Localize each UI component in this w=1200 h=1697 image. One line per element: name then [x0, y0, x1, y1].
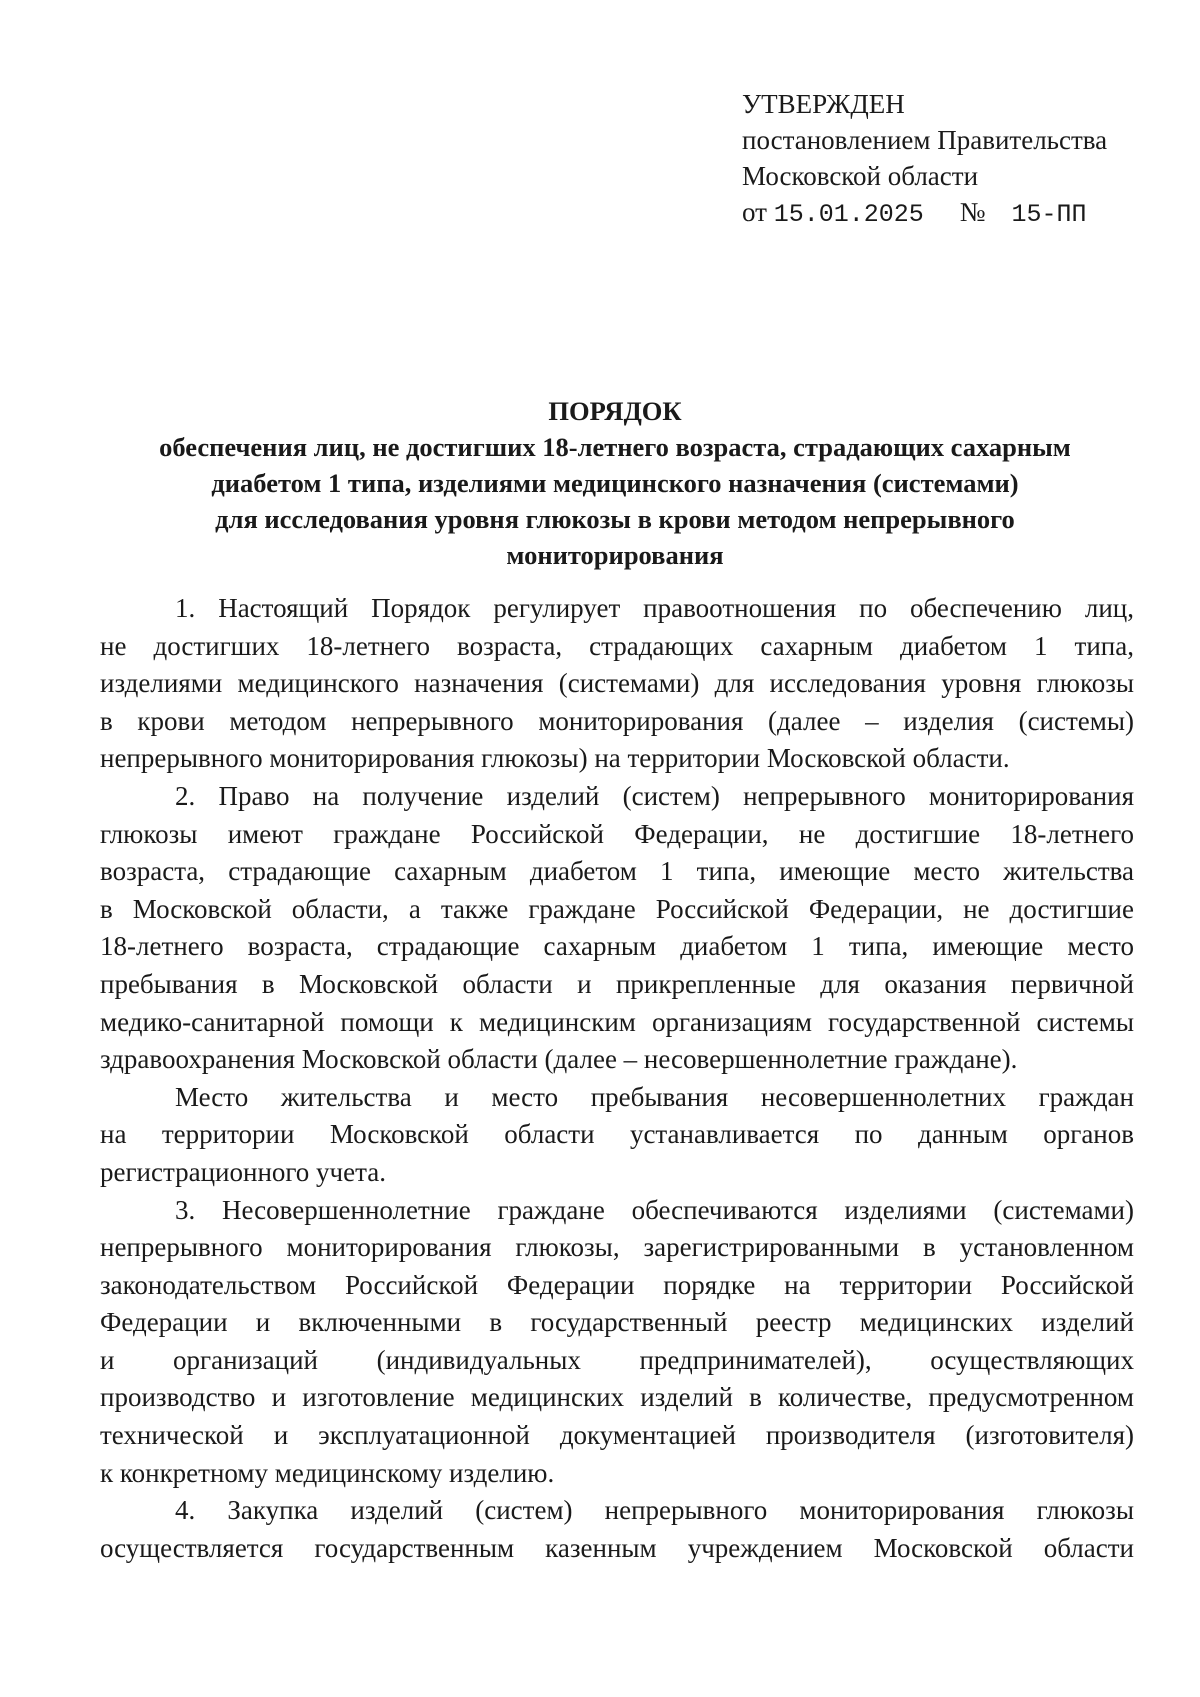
- text-line: 18-летнего возраста, страдающие сахарным диабетом 1 типа, имеющие место: [100, 931, 1134, 962]
- text-line: 3. Несовершеннолетние граждане обеспечиваются изделиями (системами): [175, 1194, 1134, 1225]
- paragraph-2-note: [100, 1079, 1134, 1192]
- text-line: и организаций (индивидуальных предпринимателей), осуществляющих: [100, 1344, 1134, 1375]
- date-prefix: от: [742, 197, 767, 227]
- text-line: не достигших 18-летнего возраста, страдающих сахарным диабетом 1 типа,: [100, 630, 1134, 661]
- approval-stamp: [742, 86, 1107, 233]
- text-line: непрерывного мониторирования глюкозы, зарегистрированными в установленном: [100, 1232, 1134, 1263]
- text-line: осуществляется государственным казенным учреждением Московской области: [100, 1532, 1134, 1563]
- approval-date-line: [742, 194, 1107, 233]
- text-line: производство и изготовление медицинских изделий в количестве, предусмотренном: [100, 1382, 1134, 1413]
- approval-date: 15.01.2025: [773, 200, 924, 229]
- text-line: в крови методом непрерывного мониторирования (далее – изделия (системы): [100, 705, 1134, 736]
- text-line: 2. Право на получение изделий (систем) непрерывного мониторирования: [175, 780, 1134, 811]
- title-main: ПОРЯДОК: [548, 396, 682, 426]
- text-line: 1. Настоящий Порядок регулирует правоотношения по обеспечению лиц,: [175, 593, 1134, 623]
- text-line: в Московской области, а также граждане Российской Федерации, не достигшие: [100, 893, 1134, 924]
- text-line: Федерации и включенными в государственный реестр медицинских изделий: [100, 1307, 1134, 1338]
- number-sign: №: [959, 197, 986, 227]
- text-line: 4. Закупка изделий (систем) непрерывного мониторирования глюкозы: [175, 1495, 1134, 1526]
- title-line: мониторирования: [506, 540, 724, 570]
- document-body: [100, 590, 1134, 1567]
- text-line: Место жительства и место пребывания несовершеннолетних граждан: [175, 1081, 1134, 1112]
- approval-line-2: Московской области: [742, 161, 979, 191]
- text-line: здравоохранения Московской области (далее – несовершеннолетние граждане).: [100, 1044, 1018, 1075]
- text-line: пребывания в Московской области и прикрепленные для оказания первичной: [100, 968, 1134, 999]
- text-line: медико-санитарной помощи к медицинским организациям государственной системы: [100, 1006, 1134, 1037]
- text-line: регистрационного учета.: [100, 1156, 386, 1187]
- title-line: диабетом 1 типа, изделиями медицинского назначения (системами): [211, 468, 1019, 498]
- title-line: для исследования уровня глюкозы в крови методом непрерывного: [215, 504, 1015, 534]
- approval-number: 15-ПП: [1011, 200, 1087, 229]
- text-line: непрерывного мониторирования глюкозы) на территории Московской области.: [100, 743, 1010, 774]
- title-line: обеспечения лиц, не достигших 18-летнего возраста, страдающих сахарным: [159, 432, 1071, 462]
- paragraph-4: [100, 1492, 1134, 1567]
- text-line: изделиями медицинского назначения (системами) для исследования уровня глюкозы: [100, 668, 1134, 699]
- text-line: глюкозы имеют граждане Российской Федерации, не достигшие 18-летнего: [100, 818, 1134, 849]
- document-title: [100, 393, 1130, 573]
- approval-heading: УТВЕРЖДЕН: [742, 89, 905, 119]
- text-line: технической и эксплуатационной документацией производителя (изготовителя): [100, 1420, 1134, 1451]
- text-line: возраста, страдающие сахарным диабетом 1 типа, имеющие место жительства: [100, 856, 1134, 887]
- text-line: на территории Московской области устанавливается по данным органов: [100, 1119, 1134, 1150]
- paragraph-2: [100, 778, 1134, 1079]
- text-line: законодательством Российской Федерации порядке на территории Российской: [100, 1269, 1134, 1300]
- paragraph-3: [100, 1192, 1134, 1493]
- text-line: к конкретному медицинскому изделию.: [100, 1457, 555, 1488]
- paragraph-1: [100, 590, 1134, 778]
- approval-line-1: постановлением Правительства: [742, 125, 1108, 155]
